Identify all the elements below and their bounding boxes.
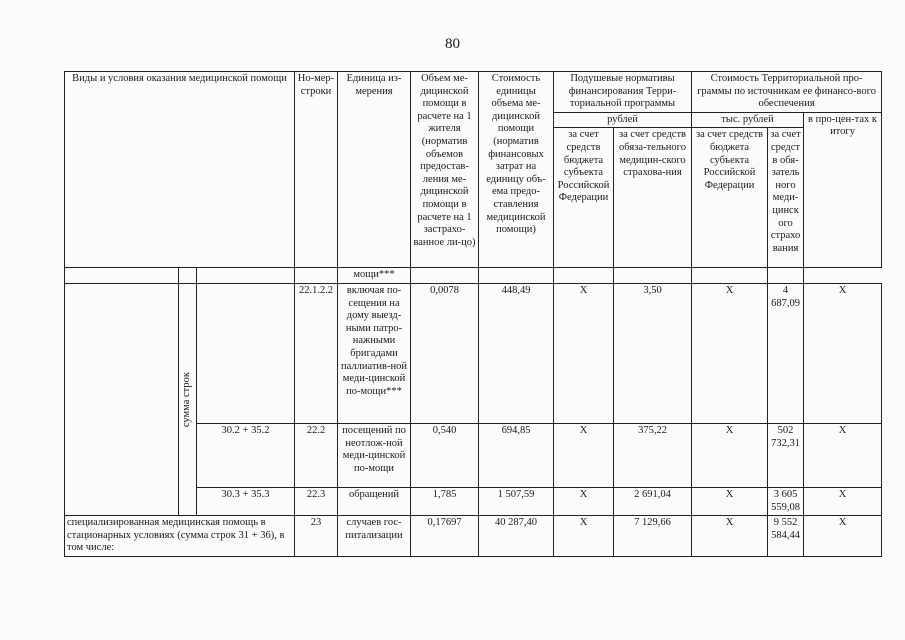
row-cost-oms: 502 732,31 — [768, 423, 804, 487]
header-kinds: Виды и условия оказания медицинской помощи — [65, 72, 295, 268]
row-volume: 0,540 — [411, 423, 479, 487]
row-unit: обращений — [338, 487, 411, 515]
row-norm-budget: X — [554, 283, 614, 423]
header-row-1 — [65, 72, 882, 113]
row-norm-budget: X — [554, 516, 614, 557]
table-row — [65, 516, 882, 557]
row-cost-budget: X — [692, 516, 768, 557]
header-norm-oms: за счет средств обяза-тельного медицин-ского страхова-ния — [614, 128, 692, 268]
row-cost-oms: 4 687,09 — [768, 283, 804, 423]
row-percent: X — [804, 487, 882, 515]
row-norm-budget: X — [554, 487, 614, 515]
side-label-cell — [179, 283, 197, 515]
row-percent: X — [804, 423, 882, 487]
row-norm-oms: 7 129,66 — [614, 516, 692, 557]
header-norm-budget: за счет средств бюджета субъекта Российской Федерации — [554, 128, 614, 268]
header-cost-oms: за счет средств обя-зательного меди-цинского страхования — [768, 128, 804, 268]
row-cost: 448,49 — [479, 283, 554, 423]
header-row-number: Но-мер-строки — [295, 72, 338, 268]
row-cost-oms: 9 552 584,44 — [768, 516, 804, 557]
header-percent: в про-цен-тах к итогу — [804, 112, 882, 268]
row-cost-budget: X — [692, 283, 768, 423]
row-percent: X — [804, 283, 882, 423]
financing-table — [64, 71, 882, 557]
header-cost-unit: тыс. рублей — [692, 112, 804, 128]
row-norm-oms: 375,22 — [614, 423, 692, 487]
blank-kind-cell — [65, 283, 179, 515]
row-unit: включая по-сещения на дому выезд-ными патро-нажными бригадами паллиатив-ной меди-цинской по-мощи*** — [338, 283, 411, 423]
header-cost-budget: за счет средств бюджета субъекта Российской Федерации — [692, 128, 768, 268]
row-cost: 694,85 — [479, 423, 554, 487]
row-number: 23 — [295, 516, 338, 557]
row-number: 22.3 — [295, 487, 338, 515]
row-number: 22.2 — [295, 423, 338, 487]
row-percent: X — [804, 516, 882, 557]
row-volume: 0,0078 — [411, 283, 479, 423]
row-norm-budget: X — [554, 423, 614, 487]
row-sum: 30.2 + 35.2 — [197, 423, 295, 487]
header-cost: Стоимость единицы объема ме-дицинской помощи (норматив финансовых затрат на единицу объ-ема предо-ставления медицинской помощи) — [479, 72, 554, 268]
row-unit: случаев гос-питализации — [338, 516, 411, 557]
row-sum: 30.3 + 35.3 — [197, 487, 295, 515]
row-cost: 1 507,59 — [479, 487, 554, 515]
row-cost-budget: X — [692, 487, 768, 515]
row-cost-oms: 3 605 559,08 — [768, 487, 804, 515]
row-sum — [197, 283, 295, 423]
carry-row — [65, 268, 882, 284]
header-group-cost: Стоимость Территориальной про-граммы по источникам ее финансо-вого обеспечения — [692, 72, 882, 113]
row-volume: 1,785 — [411, 487, 479, 515]
row-norm-oms: 3,50 — [614, 283, 692, 423]
row-volume: 0,17697 — [411, 516, 479, 557]
row-cost-budget: X — [692, 423, 768, 487]
row-cost: 40 287,40 — [479, 516, 554, 557]
header-unit: Единица из-мерения — [338, 72, 411, 268]
row-number: 22.1.2.2 — [295, 283, 338, 423]
row-unit: посещений по неотлож-ной меди-цинской по-мощи — [338, 423, 411, 487]
header-volume: Объем ме-дицинской помощи в расчете на 1 жителя (норматив объемов предостав-ления ме-дицинской помощи в расчете на 1 застрахо-ванное ли-цо) — [411, 72, 479, 268]
row-norm-oms: 2 691,04 — [614, 487, 692, 515]
row-kind: специализированная медицинская помощь в стационарных условиях (сумма строк 31 + 36), в том числе: — [65, 516, 295, 557]
side-label: сумма строк — [181, 372, 193, 428]
header-norms-unit: рублей — [554, 112, 692, 128]
header-group-norms: Подушевые нормативы финансирования Терри-ториальной программы — [554, 72, 692, 113]
page-number: 80 — [445, 36, 460, 52]
table-row — [65, 283, 882, 423]
carry-unit: мощи*** — [338, 268, 411, 284]
